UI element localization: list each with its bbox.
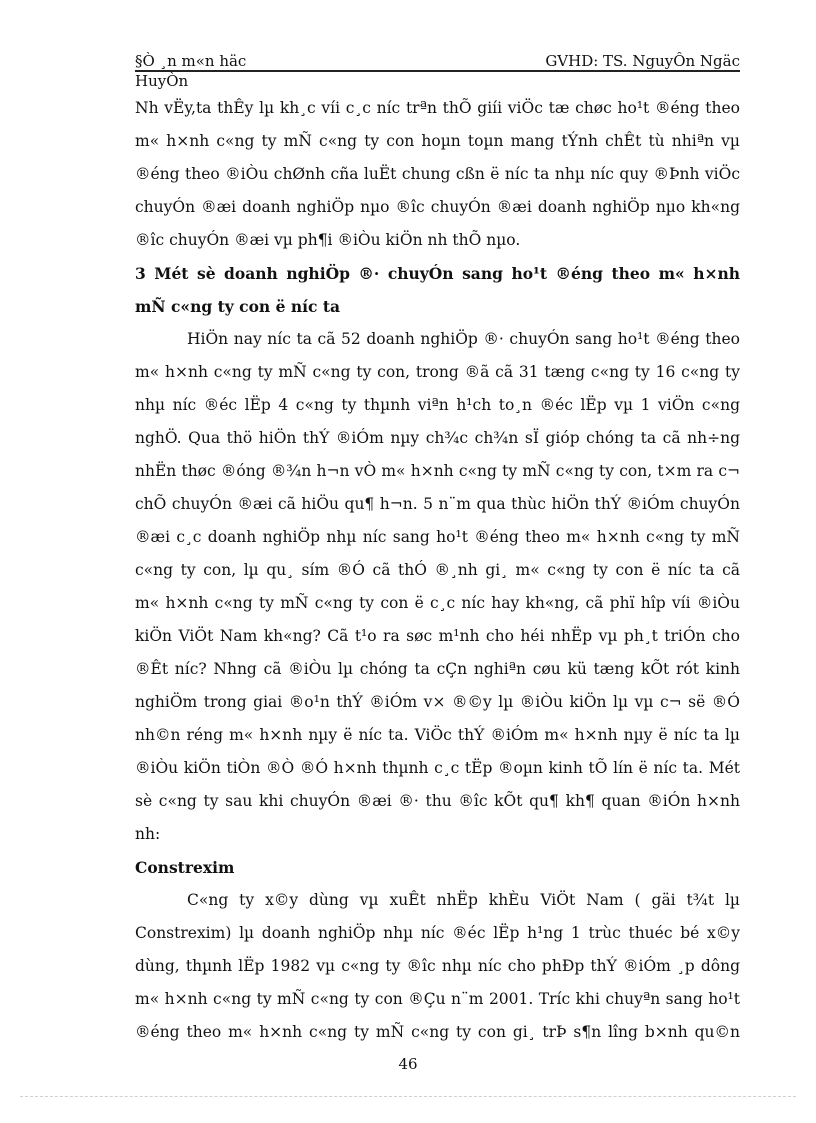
paragraph-1 [135, 92, 740, 257]
text-line: m« h×nh c«ng ty mÑ c«ng ty con ®Çu n¨m 2001. Tríc khi chuyªn sang ho¹t [135, 990, 740, 1008]
heading-line: Constrexim [135, 858, 235, 877]
text-line: Constrexim) lµ doanh nghiÖp nhµ níc ®éc lËp h¹ng 1 trùc thuéc bé x©y [135, 924, 740, 942]
header-supervisor-continued: HuyÒn [135, 72, 189, 90]
text-line: ®îc chuyÓn ®æi vµ ph¶i ®iÒu kiÖn nh thÕ nµo. [135, 231, 521, 249]
page-bottom-divider [20, 1096, 796, 1097]
text-line: m« h×nh c«ng ty mÑ c«ng ty con hoµn toµn mang tÝnh chÊt tù nhiªn vµ [135, 132, 740, 150]
page-body [135, 92, 740, 1049]
page-number: 46 [398, 1055, 418, 1073]
text-line: chÕ chuyÓn ®æi cã hiÖu qu¶ h¬n. 5 n¨m qua thùc hiÖn thÝ ®iÓm chuyÓn [135, 495, 740, 513]
header-course-title: §Ò ¸n m«n häc [135, 52, 247, 70]
text-line: sè c«ng ty sau khi chuyÓn ®æi ®· thu ®îc kÕt qu¶ kh¶ quan ®iÓn h×nh [135, 792, 740, 810]
page-header [135, 52, 740, 72]
text-line: c«ng ty con, lµ qu¸ sím ®Ó cã thÓ ®¸nh gi¸ m« c«ng ty con ë níc ta cã [135, 561, 740, 579]
text-line: Nh vËy,ta thÊy lµ kh¸c víi c¸c níc trªn thÕ giíi viÖc tæ chøc ho¹t ®éng theo [135, 99, 740, 117]
text-line: chuyÓn ®æi doanh nghiÖp nµo ®îc chuyÓn ®æi doanh nghiÖp nµo kh«ng [135, 198, 740, 216]
heading-line: mÑ c«ng ty con ë níc ta [135, 297, 341, 316]
text-line: ®éng theo ®iÒu chØnh cña luËt chung cßn ë níc ta nhµ níc quy ®Þnh viÖc [135, 165, 740, 183]
heading-line: 3 Mét sè doanh nghiÖp ®· chuyÓn sang ho¹t ®éng theo m« h×nh [135, 264, 740, 283]
header-supervisor: GVHD: TS. NguyÔn Ngäc [545, 52, 740, 70]
text-line: ®æi c¸c doanh nghiÖp nhµ níc sang ho¹t ®éng theo m« h×nh c«ng ty mÑ [135, 528, 740, 546]
text-line: m« h×nh c«ng ty mÑ c«ng ty con, trong ®ã cã 31 tæng c«ng ty 16 c«ng ty [135, 363, 740, 381]
text-line: ®iÒu kiÖn tiÒn ®Ò ®Ó h×nh thµnh c¸c tËp ®oµn kinh tÕ lín ë níc ta. Mét [135, 759, 740, 777]
text-line: nhµ níc ®éc lËp 4 c«ng ty thµnh viªn h¹ch to¸n ®éc lËp vµ 1 viÖn c«ng [135, 396, 740, 414]
text-line: nghÖ. Qua thö hiÖn thÝ ®iÓm nµy ch¾c ch¾n sÏ gióp chóng ta cã nh÷ng [135, 429, 740, 447]
section-heading [135, 257, 740, 323]
paragraph-2 [135, 323, 740, 851]
text-line: HiÖn nay níc ta cã 52 doanh nghiÖp ®· chuyÓn sang ho¹t ®éng theo [187, 330, 740, 348]
subsection-heading [135, 851, 740, 884]
text-line: m« h×nh c«ng ty mÑ c«ng ty con ë c¸c níc hay kh«ng, cã phï hîp víi ®iÒu [135, 594, 740, 612]
text-line: C«ng ty x©y dùng vµ xuÊt nhËp khÈu ViÖt Nam ( gäi t¾t lµ [187, 891, 740, 909]
text-line: ®éng theo m« h×nh c«ng ty mÑ c«ng ty con gi¸ trÞ s¶n lîng b×nh qu©n [135, 1023, 740, 1041]
text-line: dùng, thµnh lËp 1982 vµ c«ng ty ®îc nhµ níc cho phÐp thÝ ®iÓm ¸p dông [135, 957, 740, 975]
text-line: kiÖn ViÖt Nam kh«ng? Cã t¹o ra søc m¹nh cho héi nhËp vµ ph¸t triÓn cho [135, 627, 740, 645]
text-line: nh©n réng m« h×nh nµy ë níc ta. ViÖc thÝ ®iÓm m« h×nh nµy ë níc ta lµ [135, 726, 740, 744]
paragraph-3 [135, 884, 740, 1049]
text-line: nhËn thøc ®óng ®¾n h¬n vÒ m« h×nh c«ng ty mÑ c«ng ty con, t×m ra c¬ [135, 462, 740, 480]
text-line: nghiÖm trong giai ®o¹n thÝ ®iÓm v× ®©y lµ ®iÒu kiÖn lµ vµ c¬ së ®Ó [135, 693, 740, 711]
text-line: nh: [135, 825, 161, 843]
text-line: ®Êt níc? Nhng cã ®iÒu lµ chóng ta cÇn nghiªn cøu kü tæng kÕt rót kinh [135, 660, 740, 678]
